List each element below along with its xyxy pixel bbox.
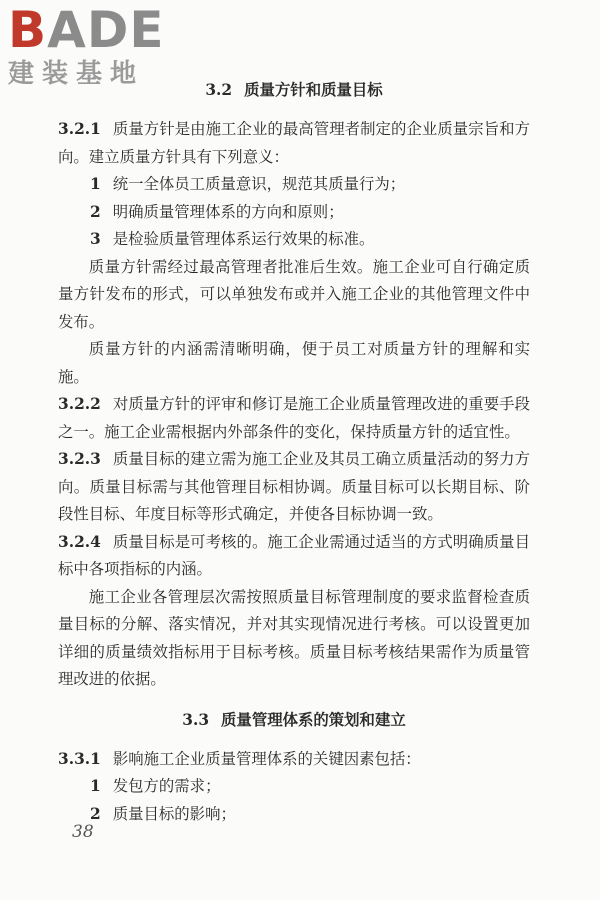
clause-3-2-1: 3.2.1 质量方针是由施工企业的最高管理者制定的企业质量宗旨和方向。建立质量方针具有下列意义：	[58, 120, 530, 166]
logo-wordmark: BADE	[8, 1, 165, 59]
paragraph: 施工企业各管理层次需按照质量目标管理制度的要求监督检查质量目标的分解、落实情况，并对其实现情况进行考核。可以设置更加详细的质量绩效指标用于目标考核。质量目标考核结果需作为质量管理改进的依据。	[58, 587, 530, 688]
list-item: 3 是检验质量管理体系运行效果的标准。	[90, 230, 375, 248]
clause-3-2-2: 3.2.2 对质量方针的评审和修订是施工企业质量管理改进的重要手段之一。施工企业需根据内外部条件的变化，保持质量方针的适宜性。	[58, 395, 530, 441]
page-number: 38	[72, 822, 94, 842]
list-item: 1 统一全体员工质量意识，规范其质量行为；	[90, 175, 406, 193]
list-item: 2 明确质量管理体系的方向和原则；	[90, 202, 344, 221]
list-item: 1 发包方的需求；	[90, 777, 221, 795]
section-heading-3-2: 3.2 质量方针和质量目标	[205, 81, 383, 99]
clause-3-2-3: 3.2.3 质量目标的建立需为施工企业及其员工确立质量活动的努力方向。质量目标需与其他管理目标相协调。质量目标可以长期目标、阶段性目标、年度目标等形式确定，并使各目标协调一致。	[58, 450, 530, 523]
logo-subtitle: 建装基地	[8, 59, 145, 89]
section-heading-3-3: 3.3 质量管理体系的策划和建立	[182, 710, 406, 729]
paragraph: 质量方针需经过最高管理者批准后生效。施工企业可自行确定质量方针发布的形式，可以单独发布或并入施工企业的其他管理文件中发布。	[58, 257, 530, 331]
paragraph: 质量方针的内涵需清晰明确，便于员工对质量方针的理解和实施。	[58, 340, 530, 386]
clause-3-2-4: 3.2.4 质量目标是可考核的。施工企业需通过适当的方式明确质量目标中各项指标的内涵。	[58, 532, 530, 578]
page-body	[58, 74, 530, 828]
list-item: 2 质量目标的影响；	[90, 804, 236, 823]
clause-3-3-1: 3.3.1 影响施工企业质量管理体系的关键因素包括：	[58, 749, 421, 768]
